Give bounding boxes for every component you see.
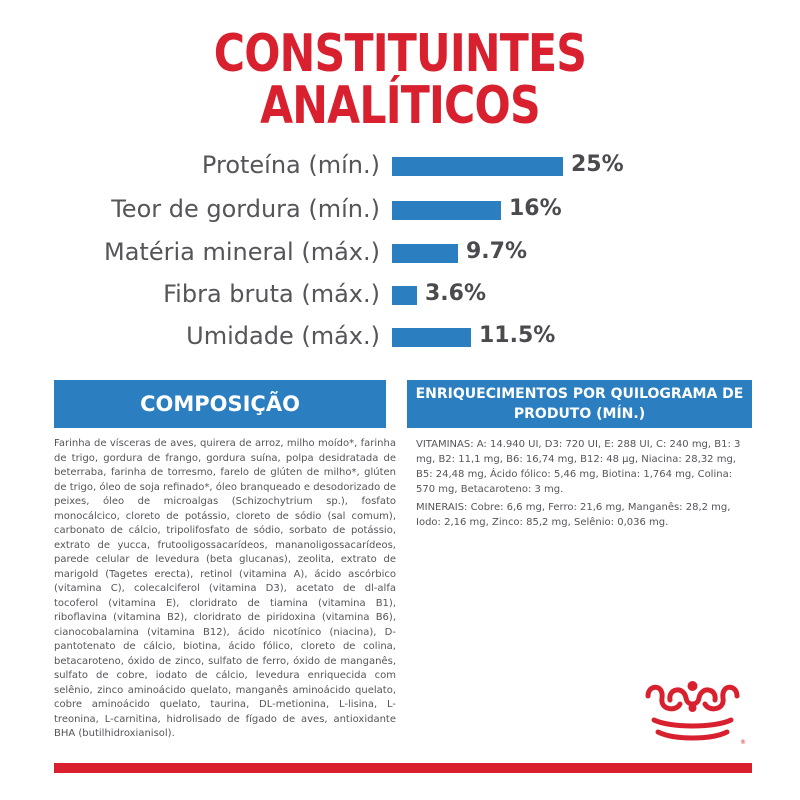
enriquecimentos-header bbox=[407, 380, 752, 428]
vitaminas-text: VITAMINAS: A: 14.940 UI, D3: 720 UI, E: 288 UI, C: 240 mg, B1: 3 mg, B2: 11,1 mg, B6: 16,74 mg, B12: 48 µg, Niacina: 28,32 mg, B5: 24,48 mg, Ácido fólico: 5,46 mg, Biotina: 1,764 mg, Colina: 570 mg, Betacaroteno: 3 mg. bbox=[416, 439, 741, 495]
bar-label: Teor de gordura (mín.) bbox=[111, 195, 380, 223]
bar-label: Fibra bruta (máx.) bbox=[163, 280, 380, 308]
bar-label: Proteína (mín.) bbox=[201, 151, 380, 179]
bar bbox=[392, 244, 458, 263]
bar-label: Matéria mineral (máx.) bbox=[104, 238, 380, 266]
enriquecimentos-heading: ENRIQUECIMENTOS POR QUILOGRAMA DE PRODUTO (MÍN.) bbox=[415, 386, 744, 422]
bar-value-label: 25% bbox=[571, 152, 624, 177]
bar bbox=[392, 157, 563, 176]
page-title: CONSTITUINTES ANALÍTICOS bbox=[213, 24, 587, 136]
composicao-text: Farinha de vísceras de aves, quirera de arroz, milho moído*, farinha de trigo, gordura de frango, gordura suína, polpa desidratada de beterraba, farinha de torresmo, farelo de glúten de milho*, glúten de trigo, óleo de soja refinado*, óleo branqueado e desodorizado de peixes, óleo de microalgas (Schizochytrium sp.), fosfato monocálcico, cloreto de potássio, cloreto de sódio (sal comum), carbonato de cálcio, tripolifosfato de sódio, sorbato de potássio, extrato de yucca, frutooligossacarídeos, mananoligossacarídeos, parede celular de levedura (beta glucanas), zeolita, extrato de marigold (Tagetes erecta), retinol (vitamina A), ácido ascórbico (vitamina C), colecalciferol (vitamina D3), acetato de dl-alfa tocoferol (vitamina E), cloridrato de tiamina (vitamina B1), riboflavina (vitamina B2), cloridrato de piridoxina (vitamina B6), cianocobalamina (vitamina B12), ácido nicotínico (niacina), D-pantotenato de cálcio, biotina, ácido fólico, cloreto de colina, betacaroteno, óxido de zinco, sulfato de ferro, óxido de manganês, sulfato de cobre, iodato de cálcio, levedura enriquecida com selênio, zinco aminoácido quelato, manganês aminoácido quelato, cobre aminoácido quelato, taurina, DL-metionina, L-lisina, L-treonina, L-carnitina, hidrolisado de fígado de aves, antioxidante BHA (butilhidroxianisol). bbox=[54, 438, 396, 739]
enriquecimentos-text bbox=[416, 437, 746, 533]
svg-text:®: ® bbox=[740, 739, 746, 746]
composicao-header bbox=[54, 380, 386, 428]
bar bbox=[392, 328, 471, 347]
bar-label: Umidade (máx.) bbox=[186, 322, 380, 350]
minerais-text: MINERAIS: Cobre: 6,6 mg, Ferro: 21,6 mg, Manganês: 28,2 mg, Iodo: 2,16 mg, Zinco: 85,2 mg, Selênio: 0,036 mg. bbox=[416, 502, 731, 528]
bar bbox=[392, 201, 501, 220]
composicao-heading: COMPOSIÇÃO bbox=[140, 392, 300, 416]
bar bbox=[392, 286, 417, 305]
bar-value-label: 9.7% bbox=[466, 239, 528, 264]
bar-value-label: 3.6% bbox=[425, 281, 487, 306]
nutrient-bar-chart bbox=[0, 0, 800, 380]
crown-logo-icon bbox=[640, 678, 745, 746]
bar-value-label: 16% bbox=[509, 196, 562, 221]
bottom-rule bbox=[54, 763, 752, 773]
bar-value-label: 11.5% bbox=[479, 323, 556, 348]
